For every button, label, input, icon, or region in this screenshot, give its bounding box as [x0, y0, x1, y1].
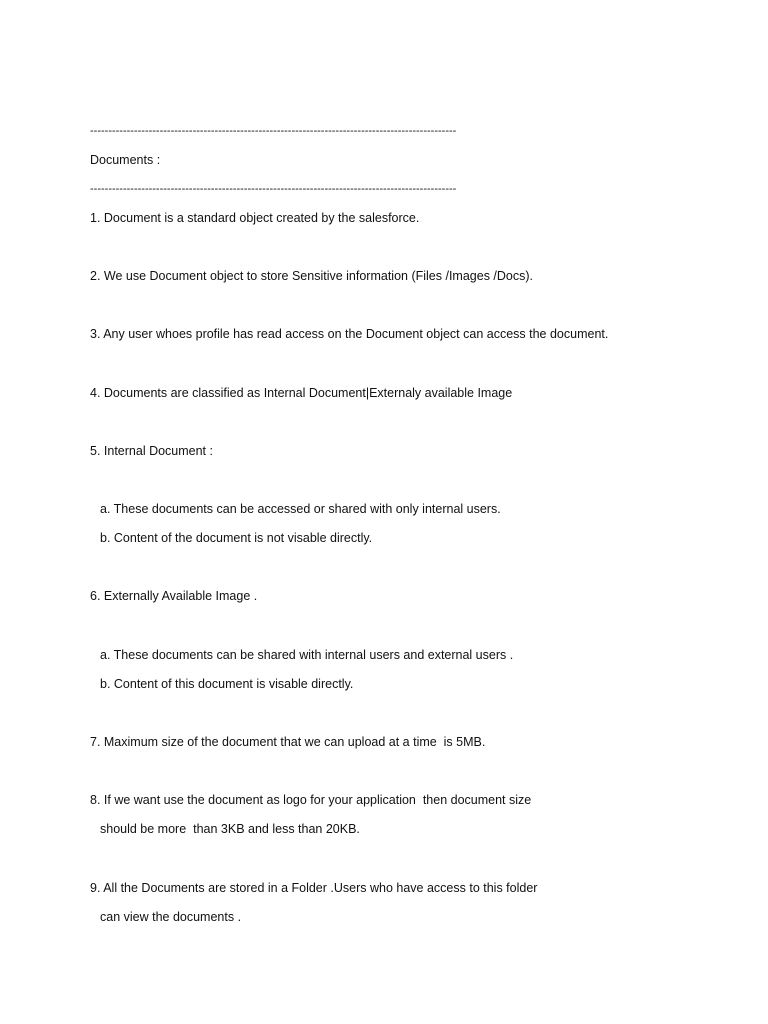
- list-item: 7. Maximum size of the document that we can upload at a time is 5MB.: [90, 735, 486, 749]
- list-item: 3. Any user whoes profile has read access on the Document object can access the document.: [90, 327, 609, 341]
- bottom-divider: ----------------------------------------------------------------------------------------------------: [90, 183, 457, 195]
- list-item: 6. Externally Available Image .: [90, 589, 258, 603]
- sub-list-item: b. Content of the document is not visable directly.: [100, 531, 373, 545]
- sub-list-item: b. Content of this document is visable directly.: [100, 677, 354, 691]
- sub-list-item: a. These documents can be accessed or shared with only internal users.: [100, 502, 501, 516]
- list-item: 1. Document is a standard object created by the salesforce.: [90, 211, 420, 225]
- list-item: 8. If we want use the document as logo for your application then document size: [90, 793, 532, 807]
- list-item: 2. We use Document object to store Sensitive information (Files /Images /Docs).: [90, 269, 534, 283]
- section-heading: Documents :: [90, 153, 161, 167]
- list-item: 5. Internal Document :: [90, 444, 213, 458]
- list-item: 9. All the Documents are stored in a Folder .Users who have access to this folder: [90, 881, 538, 895]
- sub-list-item: a. These documents can be shared with internal users and external users .: [100, 648, 514, 662]
- list-item-continuation: can view the documents .: [100, 910, 242, 924]
- list-item-continuation: should be more than 3KB and less than 20KB.: [100, 822, 360, 836]
- top-divider: ----------------------------------------------------------------------------------------------------: [90, 125, 457, 137]
- list-item: 4. Documents are classified as Internal Document|Externaly available Image: [90, 386, 513, 400]
